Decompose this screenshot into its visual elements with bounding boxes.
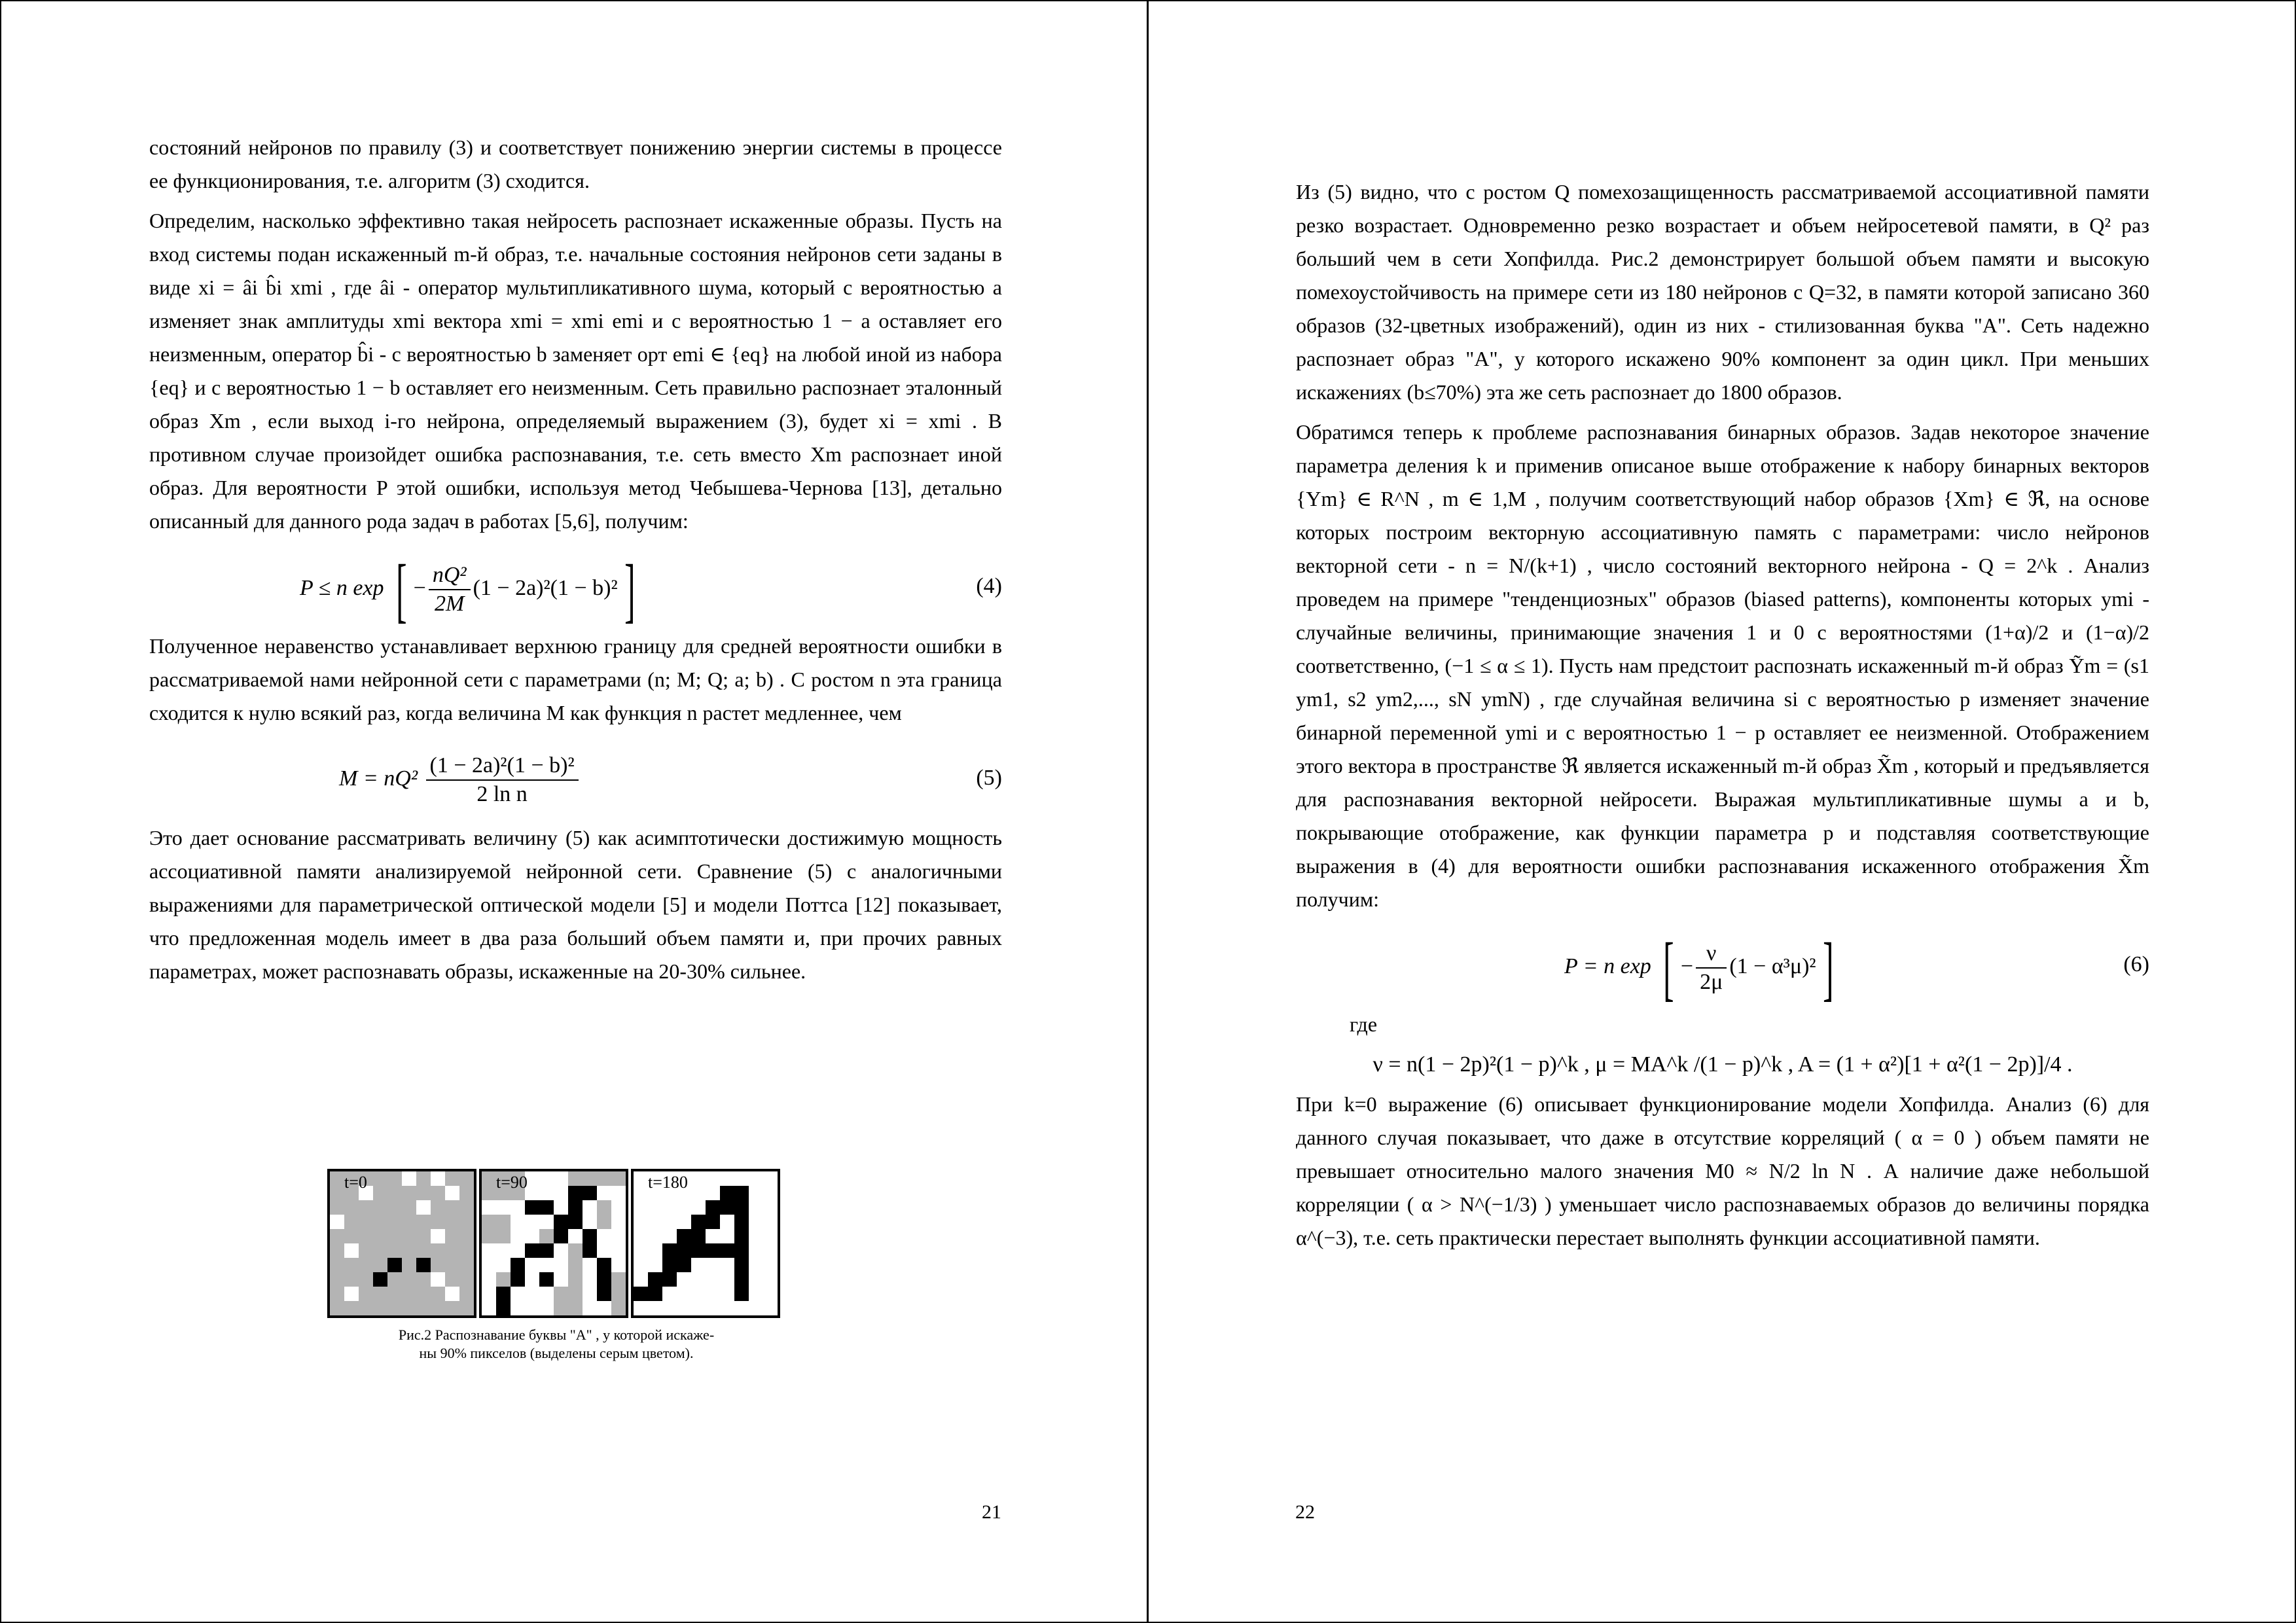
right-text-column [1296,175,2149,1261]
noisy-pattern-image [330,1171,474,1315]
equation-5-formula [339,752,581,808]
right-bracket: ] [624,550,636,630]
equation-number: (5) [976,766,1002,790]
equation-5-fraction [426,752,579,808]
equation-5-lhs: M = nQ² [339,766,418,791]
right-page [1149,0,2296,1623]
left-page [0,0,1147,1623]
equation-4-formula: P ≤ n exp [ − $\frac{\text{nQ²}}{2M}$ (1 − 2a)²(1 − b)²] [300,550,636,630]
equation-4 [149,544,1002,630]
paragraph: Полученное неравенство устанавливает верхнюю границу для средней вероятности ошибки в рассматриваемой нами нейронной сети с параметрами (n; M; Q; a; b) . С ростом n эта граница сходится к нулю всякий раз, когда величина M как функция n растет медленнее, чем [149,634,1002,724]
equation-4-fraction [429,562,471,618]
panel-label: t=180 [648,1173,688,1192]
panel-label: t=0 [344,1173,367,1192]
paragraph: Обратимся теперь к проблеме распознавания бинарных образов. Задав некоторое значение параметра деления k и применив описаное выше отображение к набору бинарных векторов {Ym} ∈ R^N , m ∈ 1,M , получим соответствующий набор образов {Xm} ∈ ℜ, на основе которых построим векторную ассоциативную память с параметрами: число нейронов векторной сети - n = N/(k+1) , число состояний векторного нейрона - Q = 2^k . Анализ проведем на примере "тенденциозных" образов (biased patterns), компоненты которых ymi - случайные величины, принимающие значения 1 и 0 с вероятностями (1+α)/2 и (1−α)/2 соответственно, (−1 ≤ α ≤ 1). Пусть нам предстоит распознать искаженный m-й образ Ỹm = (s1 ym1, s2 ym2,..., sN ymN) , где случайная величина si с вероятностью p изменяет значение бинарной переменной ymi и с вероятностью 1 − p оставляет ее неизменной. Отображением этого вектора в пространстве ℜ является искаженный m-й образ X̃m , который и предъявляется для распознавания векторной нейросети. Выражая мультипликативные шумы a и b, покрывающие отображение, как функции параметра p и подставляя соответствующие выражения в (4) для вероятности ошибки распознавания искаженного отображения X̃m получим: [1296,420,2149,911]
equation-5-denominator: 2 ln n [476,782,528,806]
partially-recovered-image [482,1171,626,1315]
equation-5-numerator: (1 − 2a)²(1 − b)² [426,752,579,781]
equation-5 [149,736,1002,821]
equation-6-denominator: 2μ [1700,970,1723,994]
panel-label: t=90 [496,1173,528,1192]
equation-6-fraction [1696,940,1727,996]
figure-panel-t90 [479,1169,628,1318]
equation-4-lhs: P ≤ n exp [300,575,384,600]
left-text-column [149,131,1002,995]
paragraph: Это дает основание рассматривать величину (5) как асимптотически достижимую мощность ассоциативной памяти анализируемой нейронной сети. Сравнение (5) с аналогичными выражениями для параметрической оптической модели [5] и модели Поттса [12] показывает, что предложенная модель имеет в два раза больший объем памяти и, при прочих равных параметрах, может распознавать образы, искаженные на 20-30% сильнее. [149,826,1002,983]
equation-6 [1296,923,2149,1008]
equation-number: (4) [976,574,1002,598]
paragraph: При k=0 выражение (6) описывает функционирование модели Хопфилда. Анализ (6) для данного случая показывает, что даже в отсутствие корреляций ( α = 0 ) объем памяти не превышает относительно малого значения M0 ≈ N/2 ln N . А наличие даже небольшой корреляции ( α > N^(−1/3) ) уменьшает число распознаваемых образов до величины порядка α^(−3), т.е. сеть практически перестает выполнять функции ассоциативной памяти. [1296,1092,2149,1249]
equation-6-lhs: P = n exp [1564,954,1651,978]
equation-6-tail: (1 − α³μ)² [1729,954,1816,978]
equation-6-numerator: ν [1696,940,1727,969]
parameter-definitions: ν = n(1 − 2p)²(1 − p)^k , μ = MA^k /(1 − p)^k , A = (1 + α²)[1 + α²(1 − 2p)]/4 . [1372,1052,2073,1077]
where-label: где [1350,1012,1378,1036]
paragraph: состояний нейронов по правилу (3) и соответствует понижению энергии системы в процессе ее функционирования, т.е. алгоритм (3) сходится. [149,135,1002,192]
figure-panel-t180 [631,1169,780,1318]
page-number: 22 [1295,1501,1315,1523]
caption-line: Рис.2 Распознавание буквы "А" , у которой искаже- [398,1327,715,1343]
right-bracket: ] [1822,928,1834,1008]
equation-4-tail: (1 − 2a)²(1 − b)² [473,575,618,600]
equation-4-denominator: 2M [435,592,465,616]
figure-caption [334,1326,779,1363]
paragraph: Определим, насколько эффективно такая нейросеть распознает искаженные образы. Пусть на вход системы подан искаженный m-й образ, т.е. начальные состояния нейронов сети заданы в виде xi = âi b̂i xmi , где âi - оператор мультипликативного шума, который с вероятностью a изменяет знак амплитуды xmi вектора xmi = xmi emi и с вероятностью 1 − a оставляет его неизменным, оператор b̂i - с вероятностью b заменяет орт emi ∈ {eq} на любой иной из набора {eq} и с вероятностью 1 − b оставляет его неизменным. Сеть правильно распознает эталонный образ Xm , если выход i-го нейрона, определяемый выражением (3), будет xi = xmi . В противном случае произойдет ошибка распознавания, т.е. сеть вместо Xm распознает иной образ. Для вероятности P этой ошибки, используя метод Чебышева-Чернова [13], детально описанный для данного рода задач в работах [5,6], получим: [149,209,1002,533]
paragraph: Из (5) видно, что с ростом Q помехозащищенность рассматриваемой ассоциативной памяти резко возрастает. Одновременно резко возрастает и объем нейросетевой памяти, в Q² раз больший чем в сети Хопфилда. Рис.2 демонстрирует большой объем памяти и высокую помехоустойчивость на примере сети из 180 нейронов с Q=32, в памяти которой записано 360 образов (32-цветных изображений), один из них - стилизованная буква "А". Сеть надежно распознает образ "А", у которого искажено 90% компонент за один цикл. При меньших искажениях (b≤70%) эта же сеть распознает до 1800 образов. [1296,180,2149,404]
recognized-letter-a-image [634,1171,778,1315]
equation-4-numerator: nQ² [432,563,467,587]
equation-number: (6) [2123,952,2149,976]
figure-panel-t0 [327,1169,476,1318]
left-bracket: [ [396,550,407,630]
equation-6-formula: P = n exp [ − $\frac{\nu}{2\mu}$ (1 − α³μ)²] [1564,928,1834,1008]
left-bracket: [ [1663,928,1674,1008]
page-number: 21 [982,1501,1001,1523]
caption-line: ны 90% пикселов (выделены серым цветом). [419,1345,694,1361]
